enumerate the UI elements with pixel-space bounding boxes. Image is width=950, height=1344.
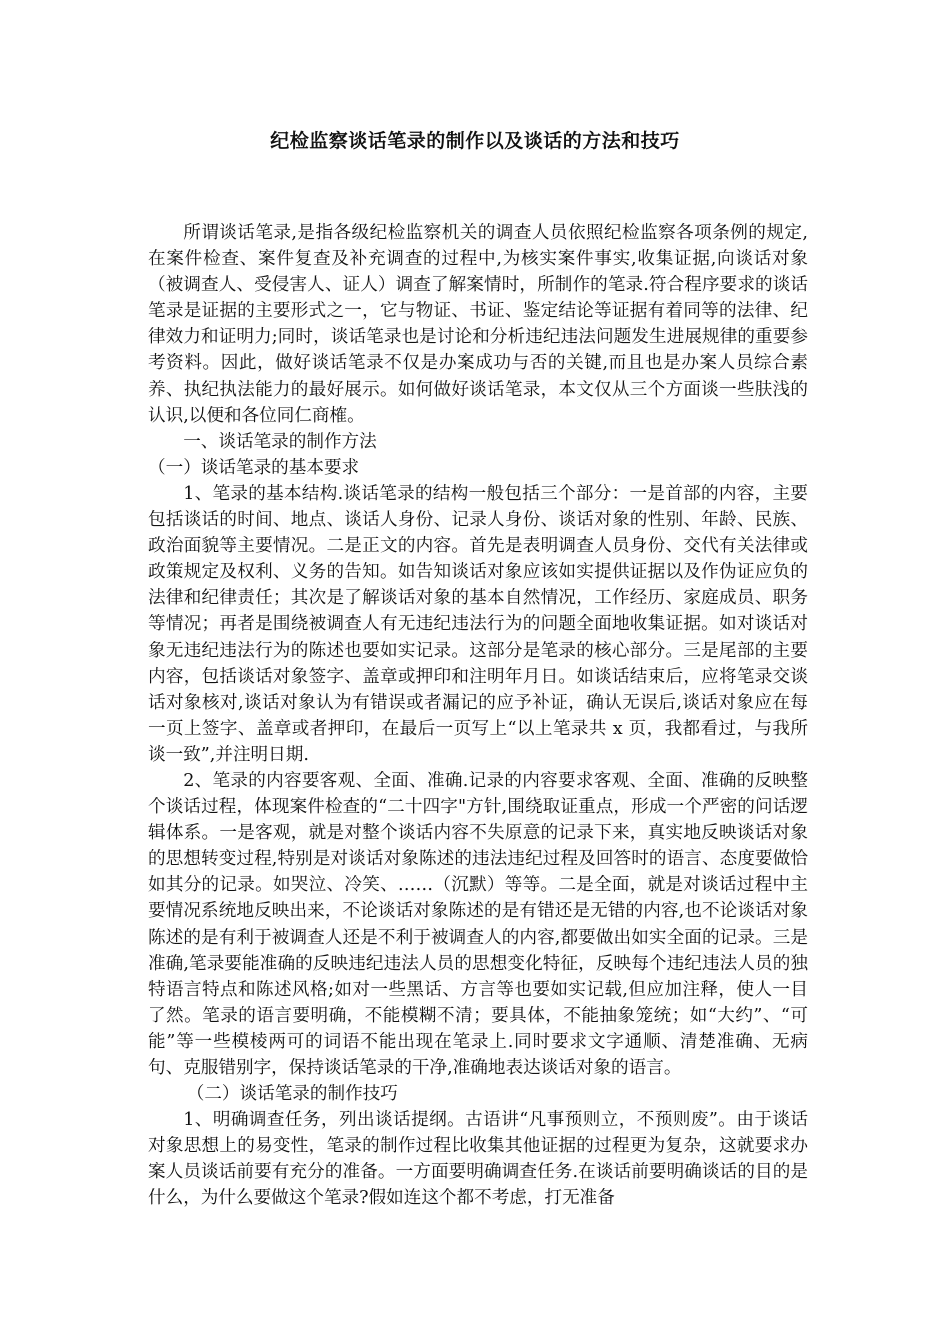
subsection-heading-2: （二）谈话笔录的制作技巧 [186, 1084, 398, 1105]
paragraph-content-requirements: 2、笔录的内容要客观、全面、准确.记录的内容要求客观、全面、准确的反映整个谈话过程，体现案件检查的“二十四字"方针,围绕取证重点，形成一个严密的问话逻辑体系。一是客观，就是对整个谈话内容不失原意的记录下来，真实地反映谈话对象的思想转变过程,特别是对谈话对象陈述的违法违纪过程及回答时的语言、态度要做恰如其分的记录。如哭泣、冷笑、……（沉默）等等。二是全面，就是对谈话过程中主要情况系统地反映出来，不论谈话对象陈述的是有错还是无错的内容,也不论谈话对象陈述的是有利于被调查人还是不利于被调查人的内容,都要做出如实全面的记录。三是准确,笔录要能准确的反映违纪违法人员的思想变化特征，反映每个违纪违法人员的独特语言特点和陈述风格;如对一些黑话、方言等也要如实记载,但应加注释，使人一目了然。笔录的语言要明确，不能模糊不清；要具体，不能抽象笼统；如“大约”、“可能”等一些模棱两可的词语不能出现在笔录上.同时要求文字通顺、清楚准确、无病句、克服错别字，保持谈话笔录的干净,准确地表达谈话对象的语言。 [148, 770, 808, 1078]
paragraph-techniques: 1、明确调查任务，列出谈话提纲。古语讲“凡事预则立，不预则废”。由于谈话对象思想上的易变性，笔录的制作过程比收集其他证据的过程更为复杂，这就要求办案人员谈话前要有充分的准备。一方面要明确调查任务.在谈话前要明确谈话的目的是什么，为什么要做这个笔录?假如连这个都不考虑，打无准备 [148, 1110, 808, 1209]
section-heading-1: 一、谈话笔录的制作方法 [183, 431, 377, 452]
subsection-heading-1: （一）谈话笔录的基本要求 [148, 457, 360, 478]
intro-paragraph: 所谓谈话笔录,是指各级纪检监察机关的调查人员依照纪检监察各项条例的规定,在案件检查、案件复查及补充调查的过程中,为核实案件事实,收集证据,向谈话对象（被调查人、受侵害人、证人）调查了解案情时，所制作的笔录.符合程序要求的谈话笔录是证据的主要形式之一，它与物证、书证、鉴定结论等证据有着同等的法律、纪律效力和证明力;同时，谈话笔录也是讨论和分析违纪违法问题发生进展规律的重要参考资料。因此，做好谈话笔录不仅是办案成功与否的关键,而且也是办案人员综合素养、执纪执法能力的最好展示。如何做好谈话笔录，本文仅从三个方面谈一些肤浅的认识,以便和各位同仁商榷。 [148, 223, 808, 426]
paragraph-structure: 1、笔录的基本结构.谈话笔录的结构一般包括三个部分：一是首部的内容，主要包括谈话的时间、地点、谈话人身份、记录人身份、谈话对象的性别、年龄、民族、政治面貌等主要情况。二是正文的内容。首先是表明调查人员身份、交代有关法律或政策规定及权利、义务的告知。如告知谈话对象应该如实提供证据以及作伪证应负的法律和纪律责任；其次是了解谈话对象的基本自然情况，工作经历、家庭成员、职务等情况；再者是围绕被调查人有无违纪违法行为的问题全面地收集证据。如对谈话对象无违纪违法行为的陈述也要如实记录。这部分是笔录的核心部分。三是尾部的主要内容，包括谈话对象签字、盖章或押印和注明年月日。如谈话结束后，应将笔录交谈话对象核对,谈话对象认为有错误或者漏记的应予补证，确认无误后,谈话对象应在每一页上签字、盖章或者押印，在最后一页写上“以上笔录共 x 页，我都看过，与我所谈一致”,并注明日期. [148, 483, 808, 765]
document-body [148, 220, 808, 1212]
document-title: 纪检监察谈话笔录的制作以及谈话的方法和技巧 [270, 130, 680, 152]
